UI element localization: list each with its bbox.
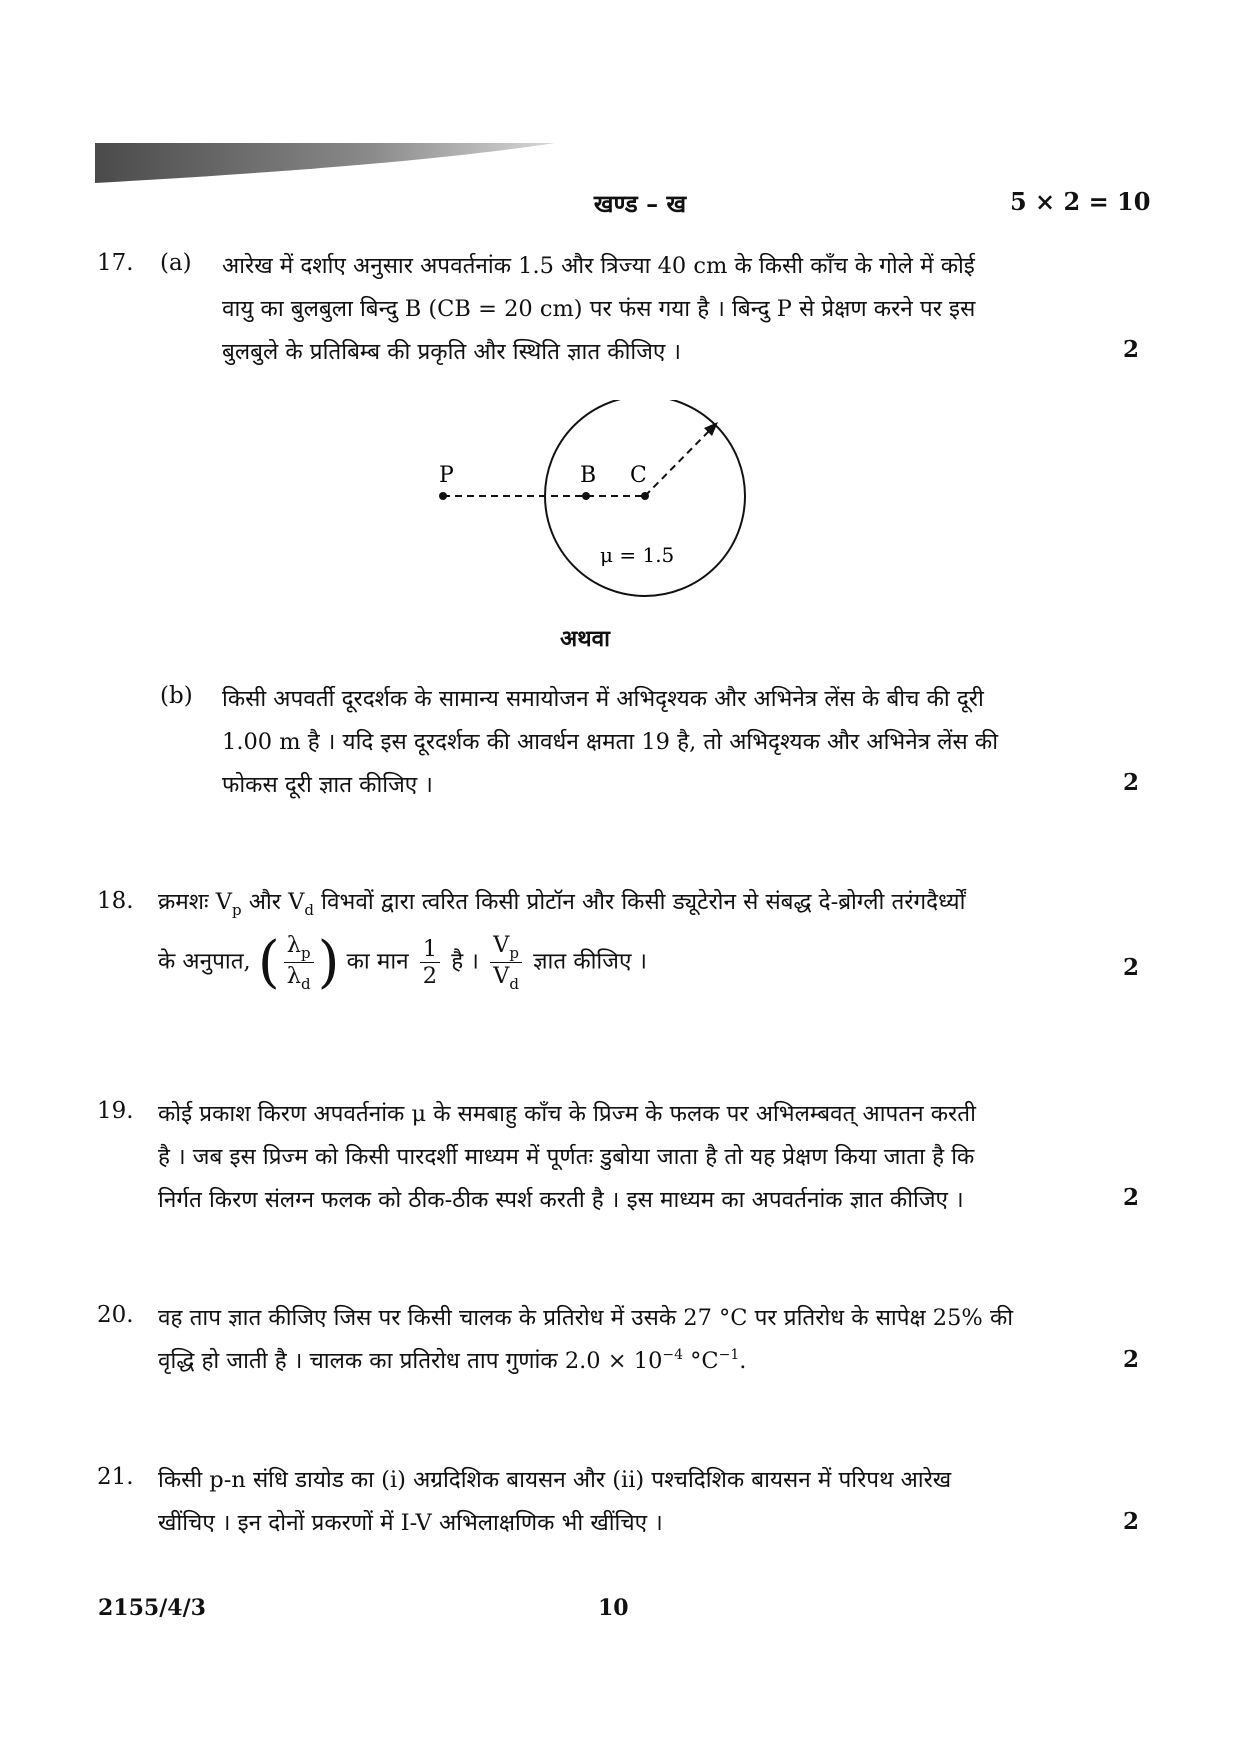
point-p (439, 492, 447, 500)
question-19-marks: 2 (1123, 1184, 1140, 1211)
question-17a-line-1: आरेख में दर्शाए अनुसार अपवर्तनांक 1.5 और त्रिज्या 40 cm के किसी काँच के गोले में कोई (222, 253, 975, 279)
point-b (582, 492, 590, 500)
page-number: 10 (598, 1595, 629, 1621)
voltage-ratio-fraction: $\frac{V_p}{V_d}$ (490, 932, 522, 993)
label-c: C (630, 463, 647, 488)
question-17a-label: (a) (160, 250, 192, 276)
or-text: अथवा (560, 626, 610, 652)
section-title: खण्ड – ख (593, 189, 687, 218)
question-21-line-1: किसी p-n संधि डायोड का (i) अग्रदिशिक बायसन और (ii) पश्चदिशिक बायसन में परिपथ आरेख (158, 1467, 952, 1493)
label-p: P (439, 463, 454, 488)
question-19-number: 19. (97, 1098, 134, 1124)
question-21-number: 21. (97, 1464, 134, 1490)
question-17b-marks: 2 (1123, 769, 1140, 796)
question-18-line-2: के अनुपात, ( $\frac{\lambda_p}{\lambda_d}$ ) का मान $\frac{1}{2}$ है । $\frac{V_p}{V_d}$ ज्ञात कीजिए । (158, 930, 648, 995)
question-19-line-1: कोई प्रकाश किरण अपवर्तनांक μ के समबाहु काँच के प्रिज्म के फलक पर अभिलम्बवत् आपतन करती (158, 1101, 976, 1127)
question-21-marks: 2 (1123, 1508, 1140, 1535)
question-17b-line-1: किसी अपवर्ती दूरदर्शक के सामान्य समायोजन में अभिदृश्यक और अभिनेत्र लेंस के बीच की दूरी (222, 686, 984, 712)
one-half-fraction: $\frac{1}{2}$ (420, 936, 440, 989)
question-17a-line-2: वायु का बुलबुला बिन्दु B (CB = 20 cm) पर फंस गया है । बिन्दु P से प्रेक्षण करने पर इस (222, 296, 976, 322)
question-19-line-2: है । जब इस प्रिज्म को किसी पारदर्शी माध्यम में पूर्णतः डुबोया जाता है तो यह प्रेक्षण किया जाता है कि (158, 1144, 975, 1170)
header-decorative-bar (95, 143, 555, 185)
question-20-line-2: वृद्धि हो जाती है । चालक का प्रतिरोध ताप गुणांक $2.0 \times 10^{-4}$ $^\circ C^{-1}$. (158, 1347, 747, 1374)
question-17b-line-3: फोकस दूरी ज्ञात कीजिए । (222, 772, 433, 798)
glass-sphere-figure (420, 400, 760, 620)
question-20-marks: 2 (1123, 1346, 1140, 1373)
question-17-number: 17. (97, 250, 134, 276)
paper-code: 2155/4/3 (98, 1595, 206, 1621)
question-17b-line-2: 1.00 m है । यदि इस दूरदर्शक की आवर्धन क्षमता 19 है, तो अभिदृश्यक और अभिनेत्र लेंस की (222, 729, 999, 755)
label-b: B (580, 463, 597, 488)
section-marks: 5 × 2 = 10 (1010, 187, 1151, 216)
label-mu: μ = 1.5 (600, 543, 675, 567)
question-18-number: 18. (97, 888, 134, 914)
question-17a-line-3: बुलबुले के प्रतिबिम्ब की प्रकृति और स्थिति ज्ञात कीजिए । (222, 339, 682, 365)
question-19-line-3: निर्गत किरण संलग्न फलक को ठीक-ठीक स्पर्श करती है । इस माध्यम का अपवर्तनांक ज्ञात कीजिए । (158, 1187, 964, 1213)
ratio-lambda-fraction: $\frac{\lambda_p}{\lambda_d}$ (284, 932, 314, 993)
question-18-line-1: क्रमशः $V_p$ और $V_d$ विभवों द्वारा त्वरित किसी प्रोटॉन और किसी ड्यूटेरोन से संबद्ध दे-ब्रोग्ली तरंगदैर्ध्यों (158, 889, 966, 919)
question-17b-label: (b) (160, 683, 193, 709)
question-20-line-1: वह ताप ज्ञात कीजिए जिस पर किसी चालक के प्रतिरोध में उसके 27 °C पर प्रतिरोध के सापेक्ष 25% की (158, 1305, 1014, 1331)
question-20-number: 20. (97, 1302, 134, 1328)
question-21-line-2: खींचिए । इन दोनों प्रकरणों में I-V अभिलाक्षणिक भी खींचिए । (158, 1510, 663, 1536)
radius-line (645, 430, 710, 496)
question-17a-marks: 2 (1123, 336, 1140, 363)
question-18-marks: 2 (1123, 954, 1140, 981)
